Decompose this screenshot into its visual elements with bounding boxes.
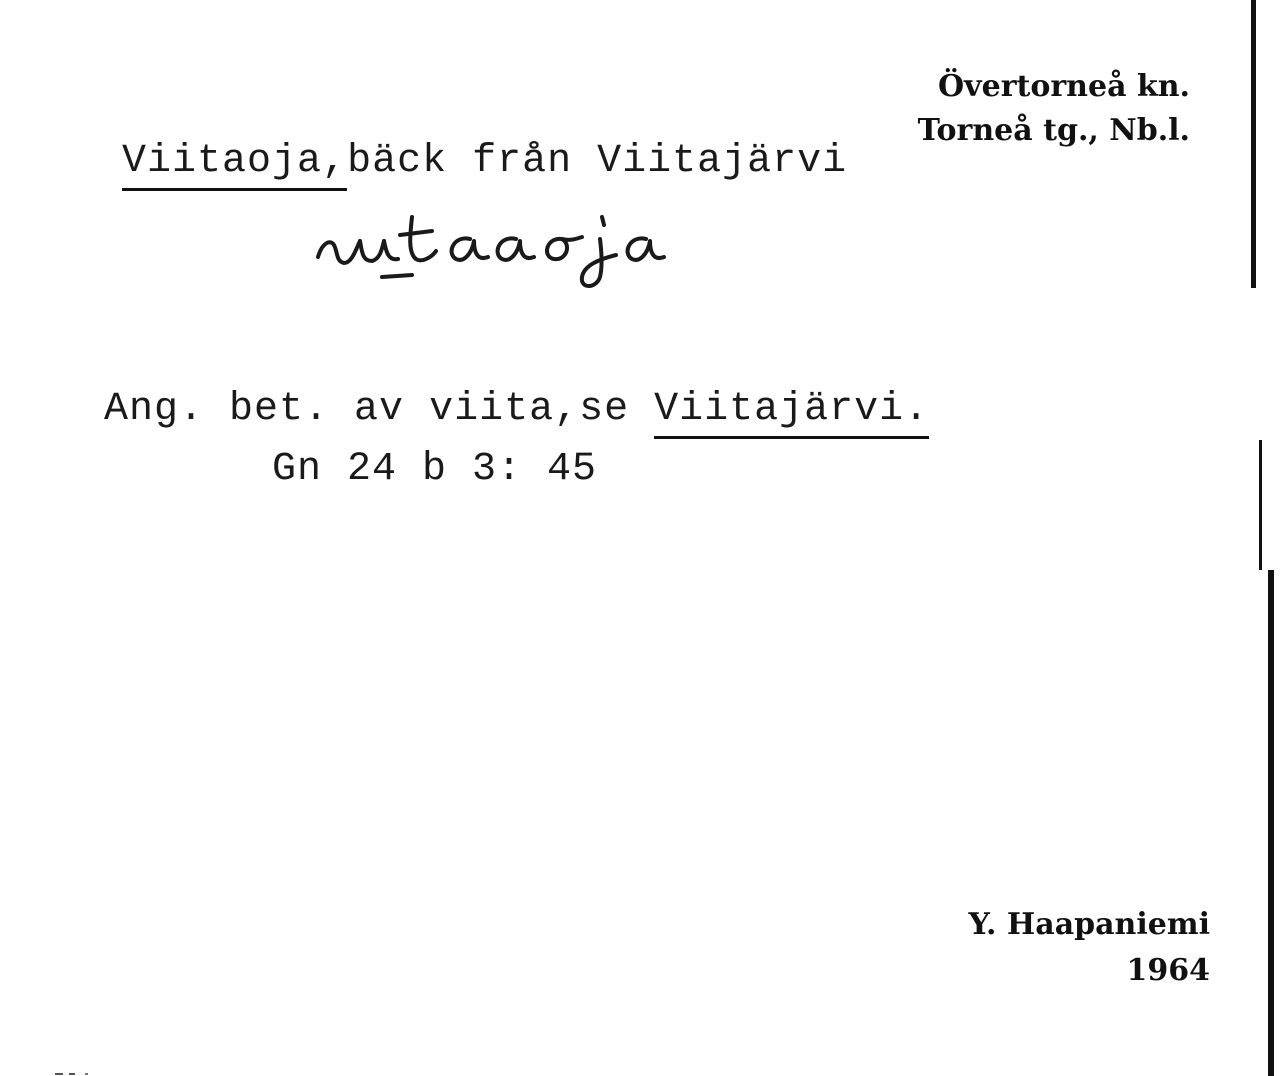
card-edge-middle [1259, 440, 1262, 570]
handwritten-pronunciation [300, 195, 730, 295]
collector-year: 1964 [1126, 953, 1210, 988]
scan-specks [55, 1072, 95, 1076]
headword: Viitaoja, [122, 139, 347, 191]
location-municipality: Övertorneå kn. [938, 69, 1190, 104]
cross-reference-link[interactable]: Viitajärvi. [654, 387, 929, 439]
card-edge-top [1251, 0, 1256, 288]
collector-name: Y. Haapaniemi [968, 907, 1210, 942]
headword-description: bäck från Viitajärvi [347, 139, 848, 184]
location-district: Torneå tg., Nb.l. [917, 113, 1190, 148]
source-code: Gn 24 b 3: 45 [272, 447, 598, 492]
meaning-text: Ang. bet. av viita,se [104, 387, 655, 432]
card-edge-bottom [1268, 570, 1274, 1076]
